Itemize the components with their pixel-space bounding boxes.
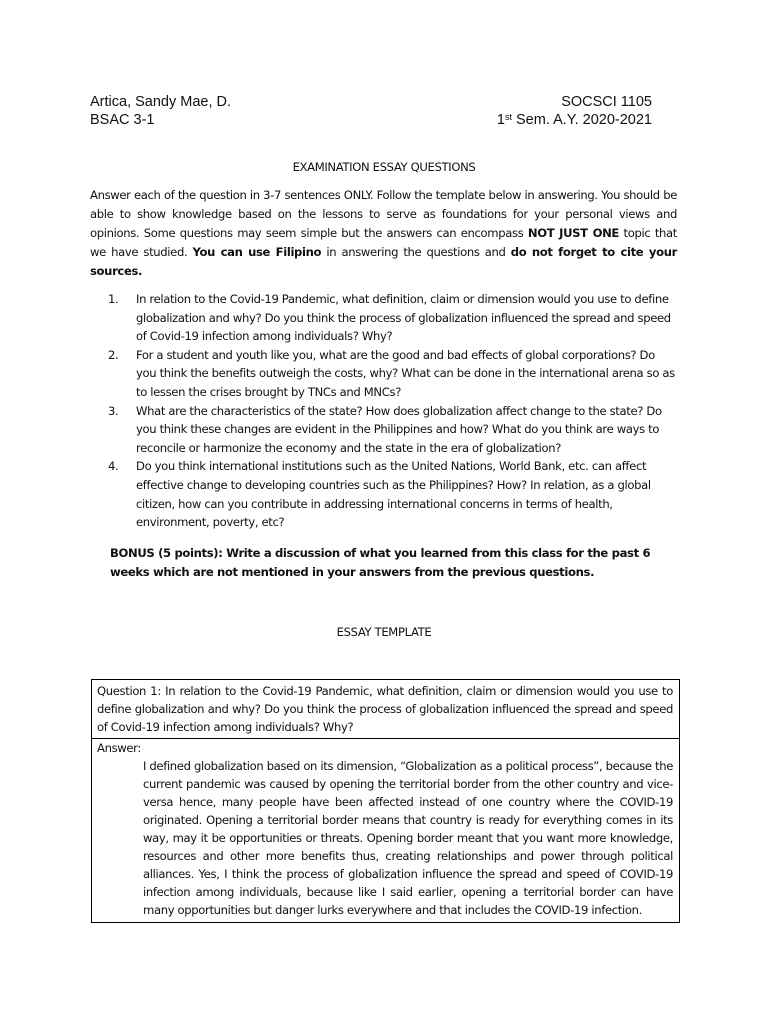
exam-title: EXAMINATION ESSAY QUESTIONS <box>292 160 476 174</box>
term-label <box>497 111 652 129</box>
instructions-part-2: topic that we have studied. <box>90 226 677 259</box>
question-number: 3. <box>108 403 119 418</box>
instructions-bold-2: You can use Filipino <box>192 245 322 259</box>
question-number: 2. <box>108 347 119 362</box>
question-text: In relation to the Covid-19 Pandemic, what definition, claim or dimension would you use to define globalization and why? Do you think the process of globalization influenced the spread and speed of Covid-19 infection among individuals? Why? <box>136 292 671 344</box>
instructions <box>90 186 677 281</box>
term-superscript: st <box>504 112 512 122</box>
term-rest: Sem. A.Y. 2020-2021 <box>511 112 652 128</box>
answer-label: Answer: <box>97 741 141 755</box>
essay-template-table <box>91 679 680 923</box>
answer-text: I defined globalization based on its dimension, “Globalization as a political process”, because the current pandemic was caused by opening the territorial border from the other country and vice-versa hence, many people have been affected instead of one country where the COVID-19 originated. Opening a territorial border means that country is ready for everything comes in its way, may it be opportunities or threats. Opening border meant that you want more knowledge, resources and other more benefits thus, creating relationships and power through political alliances. Yes, I think the process of globalization influence the spread and speed of COVID-19 infection among individuals, because like I said earlier, opening a territorial border can have many opportunities but danger lurks everywhere and that includes the COVID-19 infection. <box>143 759 673 917</box>
bonus-question: BONUS (5 points): Write a discussion of what you learned from this class for the past 6 weeks which are not mentioned in your answers from the previous questions. <box>110 546 651 579</box>
instructions-part-3: in answering the questions and <box>321 245 511 259</box>
question-text: What are the characteristics of the state? How does globalization affect change to the state? Do you think these changes are evident in the Philippines and how? What do you think are ways to reconcile or harmonize the economy and the state in the era of globalization? <box>136 403 662 455</box>
student-section: BSAC 3-1 <box>90 112 155 128</box>
question-number: 4. <box>108 459 119 474</box>
question-item <box>108 346 678 402</box>
instructions-bold-3: do not forget to cite your sources. <box>90 245 677 278</box>
question-item <box>108 402 678 458</box>
question-number: 1. <box>108 292 119 306</box>
instructions-bold-1: NOT JUST ONE <box>527 226 619 240</box>
template-answer-cell <box>92 739 679 922</box>
template-question-cell: Question 1: In relation to the Covid-19 Pandemic, what definition, claim or dimension would you use to define globalization and why? Do you think the process of globalization influenced the spread and speed of Covid-19 infection among individuals? Why? <box>92 680 679 739</box>
course-code: SOCSCI 1105 <box>561 94 652 110</box>
template-title: ESSAY TEMPLATE <box>336 625 432 639</box>
question-item <box>108 457 678 531</box>
question-list <box>108 290 678 532</box>
question-text: Do you think international institutions such as the United Nations, World Bank, etc. can affect effective change to developing countries such as the Philippines? How? In relation, as a global citizen, how can you contribute in addressing international concerns in terms of health, environment, poverty, etc? <box>136 459 651 530</box>
course-info <box>497 93 652 129</box>
question-text: For a student and youth like you, what are the good and bad effects of global corporations? Do you think the benefits outweigh the costs, why? What can be done in the international arena so as to lessen the crises brought by TNCs and MNCs? <box>136 347 675 399</box>
student-info <box>90 93 231 129</box>
student-name: Artica, Sandy Mae, D. <box>90 94 232 110</box>
instructions-part-1: Answer each of the question in 3-7 sentences ONLY. Follow the template below in answering. You should be able to show knowledge based on the lessons to serve as foundations for your personal views and opinions. Some questions may seem simple but the answers can encompass <box>90 188 677 240</box>
term-number: 1 <box>496 112 505 128</box>
question-item <box>108 290 678 346</box>
